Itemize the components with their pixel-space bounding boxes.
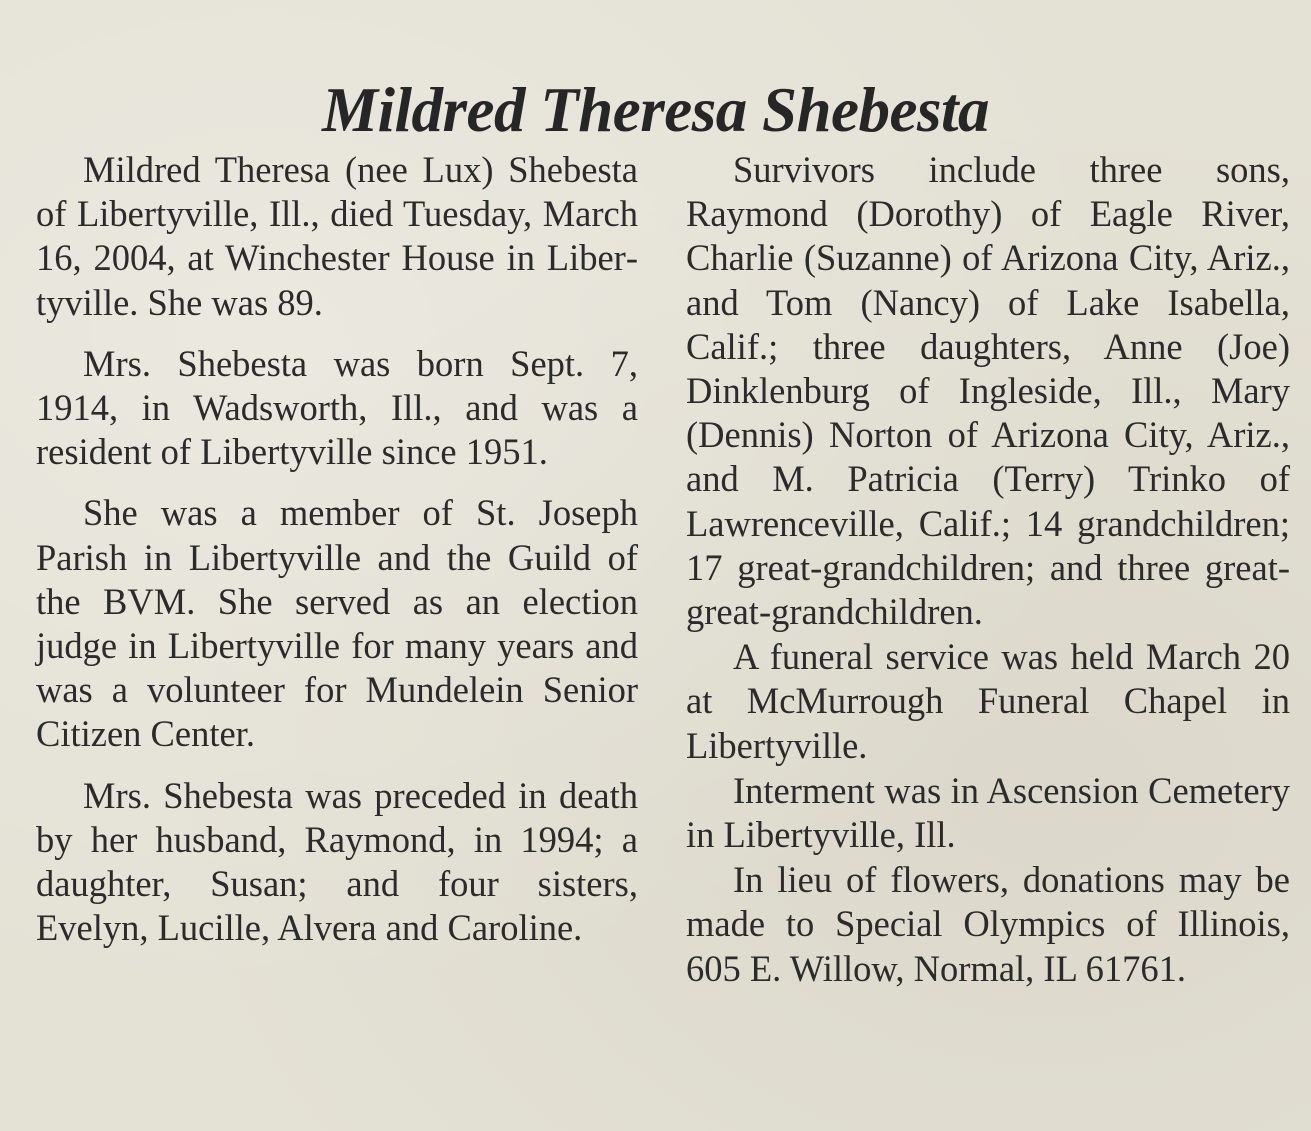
paragraph-survivors: Survivors include three sons, Raymond (Dorothy) of Eagle River, Charlie (Suzanne) of Arizona City, Ariz., and Tom (Nancy) of Lake Isabella, Calif.; three daughters, Anne (Joe) Dinklenburg of Ingleside, Ill., Mary (Dennis) Norton of Arizona City, Ariz., and M. Patricia (Terry) Trinko of Lawrenceville, Calif.; 14 grandchildren; 17 great-grandchildren; and three great-great-grandchildren. xyxy=(686,149,1290,633)
paragraph-birth: Mrs. Shebesta was born Sept. 7, 1914, in Wadsworth, Ill., and was a resident of Libertyville since 1951. xyxy=(36,342,638,473)
left-column xyxy=(36,148,638,950)
obituary-headline: Mildred Theresa Shebesta xyxy=(321,75,989,146)
paragraph-preceded-in-death: Mrs. Shebesta was preceded in death by her husband, Raymond, in 1994; a daughter, Susan; and four sisters, Evelyn, Lucille, Alvera and Caroline. xyxy=(36,774,638,949)
paragraph-funeral-service: A funeral service was held March 20 at McMurrough Funeral Chapel in Libertyville. xyxy=(686,636,1290,766)
paragraph-memberships: She was a member of St. Joseph Parish in Libertyville and the Guild of the BVM. She served as an election judge in Libertyville for many years and was a volunteer for Mundelein Senior Citizen Center. xyxy=(36,492,638,755)
paragraph-interment: Interment was in Ascension Cemetery in Libertyville, Ill. xyxy=(686,769,1290,856)
paragraph-donations: In lieu of flowers, donations may be made to Special Olympics of Illinois, 605 E. Willow, Normal, IL 61761. xyxy=(686,859,1290,989)
right-column xyxy=(686,148,1290,991)
paragraph-death-notice: Mildred Theresa (nee Lux) Shebesta of Libertyville, Ill., died Tuesday, March 16, 2004, at Winchester House in Libertyville. She was 89. xyxy=(36,149,638,323)
